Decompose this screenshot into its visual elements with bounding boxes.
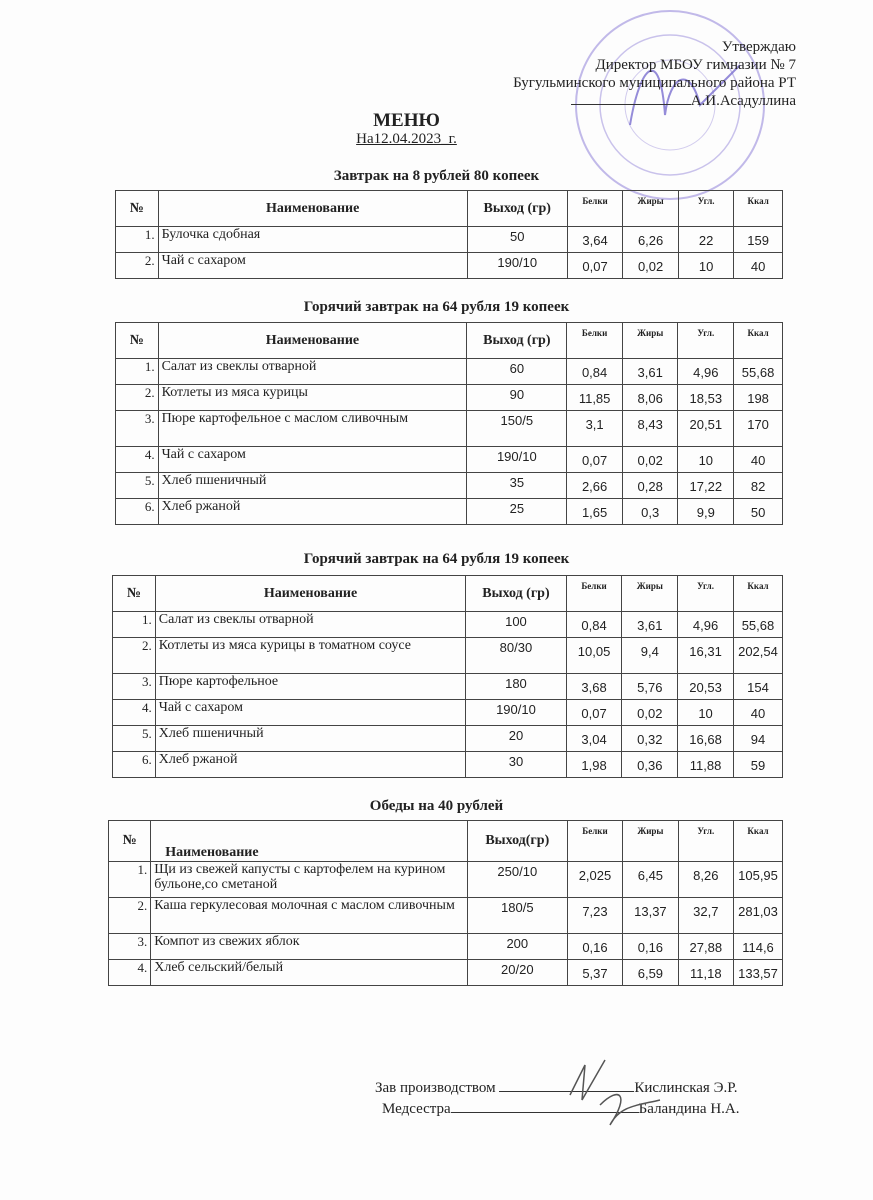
item-kcal: 133,57 [734, 960, 783, 986]
column-header: Белки [566, 576, 622, 612]
section-title: Горячий завтрак на 64 рубля 19 копеек [303, 299, 570, 315]
item-fat: 8,43 [622, 411, 678, 447]
column-header: Наименование [155, 576, 466, 612]
menu-table [112, 575, 783, 778]
column-header: Жиры [623, 191, 679, 227]
table-row [113, 726, 783, 752]
approval-position: Директор МБОУ гимназии № 7 [595, 57, 796, 73]
item-name: Хлеб ржаной [158, 499, 467, 525]
item-kcal: 154 [733, 674, 782, 700]
item-carbs: 20,51 [678, 411, 734, 447]
item-output: 180/5 [467, 898, 567, 934]
item-kcal: 114,6 [734, 934, 783, 960]
item-number: 3. [116, 411, 159, 447]
table-row [116, 385, 783, 411]
item-name: Компот из свежих яблок [151, 934, 468, 960]
table-row [113, 674, 783, 700]
table-header-row [116, 323, 783, 359]
item-number: 2. [116, 253, 159, 279]
item-kcal: 159 [734, 227, 783, 253]
item-output: 60 [467, 359, 567, 385]
item-number: 3. [109, 934, 151, 960]
table-row [116, 447, 783, 473]
item-number: 1. [113, 612, 156, 638]
item-protein: 3,68 [566, 674, 622, 700]
item-fat: 0,32 [622, 726, 678, 752]
table-header-row [113, 576, 783, 612]
table-row [109, 934, 783, 960]
item-output: 180 [466, 674, 566, 700]
item-fat: 0,02 [622, 447, 678, 473]
item-number: 4. [109, 960, 151, 986]
section-title: Завтрак на 8 рублей 80 копеек [333, 168, 540, 184]
item-output: 25 [467, 499, 567, 525]
table-row [113, 638, 783, 674]
item-protein: 3,04 [566, 726, 622, 752]
item-carbs: 20,53 [678, 674, 734, 700]
item-output: 30 [466, 752, 566, 778]
table-header-row [116, 191, 783, 227]
signature-name: Кислинская Э.Р. [634, 1080, 738, 1096]
item-protein: 0,07 [566, 700, 622, 726]
item-fat: 8,06 [622, 385, 678, 411]
column-header: Наименование [158, 191, 467, 227]
item-carbs: 18,53 [678, 385, 734, 411]
item-name: Пюре картофельное с маслом сливочным [158, 411, 467, 447]
item-carbs: 11,18 [678, 960, 733, 986]
column-header: Жиры [622, 323, 678, 359]
table-row [116, 411, 783, 447]
item-number: 4. [113, 700, 156, 726]
item-number: 6. [113, 752, 156, 778]
item-carbs: 17,22 [678, 473, 734, 499]
item-output: 100 [466, 612, 566, 638]
item-kcal: 40 [734, 253, 783, 279]
menu-table [115, 190, 783, 279]
item-kcal: 281,03 [734, 898, 783, 934]
item-number: 5. [113, 726, 156, 752]
item-protein: 3,1 [567, 411, 623, 447]
item-name: Котлеты из мяса курицы в томатном соусе [155, 638, 466, 674]
item-output: 90 [467, 385, 567, 411]
column-header: Ккал [734, 191, 783, 227]
item-output: 190/10 [467, 253, 567, 279]
table-row [113, 700, 783, 726]
item-output: 250/10 [467, 862, 567, 898]
menu-table [115, 322, 783, 525]
column-header: Белки [567, 323, 623, 359]
table-row [116, 253, 783, 279]
column-header: Угл. [678, 191, 733, 227]
item-number: 4. [116, 447, 159, 473]
item-kcal: 170 [734, 411, 783, 447]
signature-name: Баландина Н.А. [638, 1101, 740, 1117]
column-header: № [113, 576, 156, 612]
table-row [109, 898, 783, 934]
item-fat: 3,61 [622, 612, 678, 638]
item-number: 2. [116, 385, 159, 411]
column-header: № [116, 323, 159, 359]
column-header: Выход (гр) [467, 191, 567, 227]
item-name: Чай с сахаром [158, 253, 467, 279]
item-number: 6. [116, 499, 159, 525]
item-name: Салат из свеклы отварной [155, 612, 466, 638]
item-fat: 13,37 [623, 898, 678, 934]
table-row [113, 612, 783, 638]
item-name: Чай с сахаром [155, 700, 466, 726]
table-row [109, 862, 783, 898]
item-output: 190/10 [467, 447, 567, 473]
item-carbs: 16,68 [678, 726, 734, 752]
item-protein: 3,64 [567, 227, 623, 253]
item-fat: 6,45 [623, 862, 678, 898]
item-fat: 0,16 [623, 934, 678, 960]
item-fat: 3,61 [622, 359, 678, 385]
item-kcal: 55,68 [734, 359, 783, 385]
column-header: № [116, 191, 159, 227]
item-name: Котлеты из мяса курицы [158, 385, 467, 411]
item-kcal: 55,68 [733, 612, 782, 638]
item-fat: 6,26 [623, 227, 679, 253]
item-protein: 0,84 [567, 359, 623, 385]
item-number: 1. [116, 359, 159, 385]
item-output: 200 [467, 934, 567, 960]
item-kcal: 40 [734, 447, 783, 473]
approval-signer-name: А.И.Асадуллина [690, 93, 796, 109]
approval-signer [513, 92, 796, 110]
item-protein: 5,37 [567, 960, 622, 986]
menu-table [108, 820, 783, 986]
column-header: Жиры [622, 576, 678, 612]
item-fat: 0,02 [623, 253, 679, 279]
item-kcal: 105,95 [734, 862, 783, 898]
item-carbs: 16,31 [678, 638, 734, 674]
column-header: Выход(гр) [467, 821, 567, 862]
item-carbs: 11,88 [678, 752, 734, 778]
item-carbs: 22 [678, 227, 733, 253]
item-fat: 0,28 [622, 473, 678, 499]
column-header: Выход (гр) [467, 323, 567, 359]
column-header: Ккал [734, 821, 783, 862]
item-fat: 6,59 [623, 960, 678, 986]
item-kcal: 50 [734, 499, 783, 525]
item-name: Салат из свеклы отварной [158, 359, 467, 385]
column-header: Угл. [678, 821, 733, 862]
column-header: № [109, 821, 151, 862]
item-kcal: 94 [733, 726, 782, 752]
item-output: 150/5 [467, 411, 567, 447]
item-protein: 0,07 [567, 447, 623, 473]
item-output: 35 [467, 473, 567, 499]
table-row [116, 499, 783, 525]
item-protein: 2,66 [567, 473, 623, 499]
item-protein: 2,025 [567, 862, 622, 898]
item-carbs: 4,96 [678, 359, 734, 385]
item-carbs: 8,26 [678, 862, 733, 898]
item-name: Чай с сахаром [158, 447, 467, 473]
item-output: 190/10 [466, 700, 566, 726]
item-number: 5. [116, 473, 159, 499]
column-header: Угл. [678, 323, 734, 359]
item-protein: 7,23 [567, 898, 622, 934]
item-protein: 1,65 [567, 499, 623, 525]
approval-block [513, 38, 796, 110]
item-number: 2. [113, 638, 156, 674]
item-number: 1. [109, 862, 151, 898]
section-title: Обеды на 40 рублей [369, 798, 504, 814]
item-name: Хлеб ржаной [155, 752, 466, 778]
column-header: Ккал [733, 576, 782, 612]
item-carbs: 10 [678, 447, 734, 473]
table-row [116, 473, 783, 499]
item-name: Хлеб пшеничный [158, 473, 467, 499]
item-protein: 0,16 [567, 934, 622, 960]
item-number: 2. [109, 898, 151, 934]
item-protein: 1,98 [566, 752, 622, 778]
item-fat: 5,76 [622, 674, 678, 700]
column-header: Наименование [151, 821, 468, 862]
item-name: Пюре картофельное [155, 674, 466, 700]
item-protein: 11,85 [567, 385, 623, 411]
column-header: Жиры [623, 821, 678, 862]
item-number: 3. [113, 674, 156, 700]
item-kcal: 59 [733, 752, 782, 778]
item-protein: 10,05 [566, 638, 622, 674]
item-protein: 0,84 [566, 612, 622, 638]
item-carbs: 10 [678, 700, 734, 726]
menu-date: На12.04.2023_г. [356, 131, 457, 147]
signature-production [375, 1080, 737, 1097]
table-row [109, 960, 783, 986]
column-header: Белки [567, 821, 622, 862]
approval-heading: Утверждаю [721, 39, 796, 55]
signature-role: Зав производством [375, 1080, 496, 1096]
item-fat: 0,3 [622, 499, 678, 525]
column-header: Наименование [158, 323, 467, 359]
item-carbs: 10 [678, 253, 733, 279]
column-header: Угл. [678, 576, 734, 612]
handwritten-signature [560, 1055, 670, 1130]
item-fat: 0,36 [622, 752, 678, 778]
item-carbs: 27,88 [678, 934, 733, 960]
table-row [116, 359, 783, 385]
item-name: Хлеб пшеничный [155, 726, 466, 752]
table-header-row [109, 821, 783, 862]
column-header: Ккал [734, 323, 783, 359]
item-name: Хлеб сельский/белый [151, 960, 468, 986]
column-header: Выход (гр) [466, 576, 566, 612]
item-carbs: 32,7 [678, 898, 733, 934]
table-row [116, 227, 783, 253]
table-row [113, 752, 783, 778]
section-title: Горячий завтрак на 64 рубля 19 копеек [303, 551, 570, 567]
page-title: МЕНЮ [373, 110, 440, 131]
column-header: Белки [567, 191, 623, 227]
item-fat: 0,02 [622, 700, 678, 726]
item-kcal: 198 [734, 385, 783, 411]
item-output: 80/30 [466, 638, 566, 674]
item-kcal: 40 [733, 700, 782, 726]
item-output: 20/20 [467, 960, 567, 986]
signature-role: Медсестра [382, 1101, 451, 1117]
item-name: Булочка сдобная [158, 227, 467, 253]
item-number: 1. [116, 227, 159, 253]
item-protein: 0,07 [567, 253, 623, 279]
item-carbs: 9,9 [678, 499, 734, 525]
item-name: Щи из свежей капусты с картофелем на курином бульоне,со сметаной [151, 862, 468, 898]
item-kcal: 82 [734, 473, 783, 499]
item-kcal: 202,54 [733, 638, 782, 674]
item-name: Каша геркулесовая молочная с маслом сливочным [151, 898, 468, 934]
item-fat: 9,4 [622, 638, 678, 674]
approval-district: Бугульминского муниципального района РТ [513, 75, 796, 91]
item-carbs: 4,96 [678, 612, 734, 638]
item-output: 50 [467, 227, 567, 253]
item-output: 20 [466, 726, 566, 752]
